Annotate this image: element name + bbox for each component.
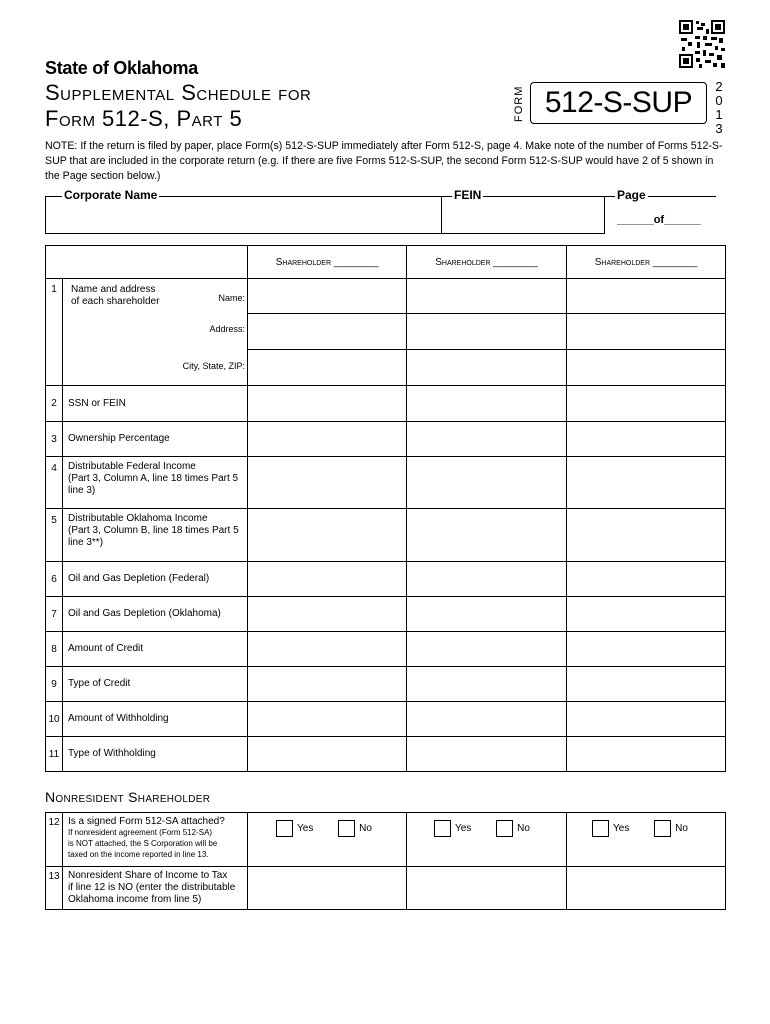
shareholder-table [45, 245, 726, 772]
city-input-1[interactable] [248, 350, 407, 386]
yes-no-group-2 [407, 813, 567, 867]
row-label: SSN or FEIN [63, 386, 248, 422]
row-input[interactable] [407, 632, 567, 667]
name-input-1[interactable] [248, 279, 407, 314]
page-label: Page [617, 188, 646, 202]
name-input-2[interactable] [407, 279, 567, 314]
row-input[interactable] [407, 509, 567, 562]
row-number: 7 [46, 597, 63, 632]
form-word: FORM [513, 85, 525, 122]
yes-label: Yes [455, 823, 472, 834]
city-input-3[interactable] [567, 350, 726, 386]
table-row [46, 457, 726, 509]
table-row [46, 562, 726, 597]
row-number: 13 [46, 867, 63, 910]
form-year: 2 0 1 3 [715, 79, 723, 136]
row-input[interactable] [248, 632, 407, 667]
row-input[interactable] [407, 597, 567, 632]
row-label: Ownership Percentage [63, 422, 248, 457]
row-input[interactable] [567, 702, 726, 737]
filing-note: NOTE: If the return is filed by paper, place Form(s) 512-S-SUP immediately after Form 512-S, page 4. Make note of the number of Forms 512-S-SUP that are included in the corporate return (e.g. If there are five Forms 512-S-SUP, the second Form 512-S-SUP would have 2 of 5 shown in the Page section below.) [45, 140, 723, 182]
row-input[interactable] [567, 597, 726, 632]
row-number: 9 [46, 667, 63, 702]
row-number: 11 [46, 737, 63, 772]
row-input[interactable] [248, 597, 407, 632]
row-label: Oil and Gas Depletion (Oklahoma) [63, 597, 248, 632]
table-row [46, 702, 726, 737]
row-input[interactable] [248, 562, 407, 597]
table-row [46, 737, 726, 772]
row-label: Distributable Oklahoma Income (Part 3, Column B, line 18 times Part 5 line 3**) [63, 509, 248, 562]
table-row [46, 422, 726, 457]
row-input[interactable] [248, 422, 407, 457]
row-number: 3 [46, 422, 63, 457]
row-input[interactable] [567, 562, 726, 597]
row-number: 6 [46, 562, 63, 597]
state-title: State of Oklahoma [45, 58, 198, 78]
yes-label: Yes [613, 823, 630, 834]
yes-label: Yes [297, 823, 314, 834]
row-number: 12 [46, 813, 63, 867]
table-row [46, 386, 726, 422]
row-input[interactable] [248, 737, 407, 772]
row-input[interactable] [567, 509, 726, 562]
yes-no-group-1 [248, 813, 407, 867]
table-row [46, 597, 726, 632]
city-input-2[interactable] [407, 350, 567, 386]
no-label: No [517, 823, 530, 834]
city-state-zip-label: City, State, ZIP: [182, 361, 245, 371]
row-input[interactable] [248, 702, 407, 737]
form-title-line2: Form 512-S, Part 5 [45, 106, 243, 131]
shareholder-header-1: Shareholder ________ [248, 246, 407, 279]
row-input[interactable] [407, 737, 567, 772]
row-input[interactable] [248, 457, 407, 509]
row-number: 4 [46, 457, 63, 509]
row-number: 2 [46, 386, 63, 422]
row-input[interactable] [407, 422, 567, 457]
yes-no-group-3 [567, 813, 726, 867]
address-input-2[interactable] [407, 314, 567, 350]
yes-checkbox-3[interactable] [592, 820, 609, 837]
address-input-3[interactable] [567, 314, 726, 350]
shareholder-header-3: Shareholder ________ [567, 246, 726, 279]
corporate-name-label: Corporate Name [64, 188, 158, 202]
row-input[interactable] [407, 667, 567, 702]
name-input-3[interactable] [567, 279, 726, 314]
row-label: Amount of Withholding [63, 702, 248, 737]
row-input[interactable] [248, 667, 407, 702]
row-number: 5 [46, 509, 63, 562]
row-input[interactable] [567, 737, 726, 772]
no-checkbox-3[interactable] [654, 820, 671, 837]
table-row [46, 813, 726, 867]
row-label: Type of Withholding [63, 737, 248, 772]
row-input[interactable] [567, 457, 726, 509]
row-input[interactable] [407, 457, 567, 509]
page-of: ______of______ [617, 214, 701, 226]
no-checkbox-2[interactable] [496, 820, 513, 837]
row13-input-1[interactable] [248, 867, 407, 910]
no-label: No [675, 823, 688, 834]
fein-label: FEIN [454, 188, 482, 202]
qr-code [679, 20, 725, 68]
row-number: 8 [46, 632, 63, 667]
page-field[interactable] [604, 188, 716, 233]
row-label: Amount of Credit [63, 632, 248, 667]
no-checkbox-1[interactable] [338, 820, 355, 837]
fein-field[interactable] [441, 188, 605, 234]
name-label: Name: [218, 293, 245, 303]
row-input[interactable] [407, 562, 567, 597]
table-row [46, 509, 726, 562]
row-input[interactable] [407, 702, 567, 737]
table-header-row [46, 246, 726, 279]
row-input[interactable] [407, 386, 567, 422]
form-number: 512-S-SUP [530, 82, 707, 124]
form-title-line1: Supplemental Schedule for [45, 80, 312, 105]
row-label: Distributable Federal Income (Part 3, Column A, line 18 times Part 5 line 3) [63, 457, 248, 509]
nonresident-table [45, 812, 726, 910]
row1-label-cell [63, 279, 248, 386]
address-input-1[interactable] [248, 314, 407, 350]
table-row [46, 632, 726, 667]
row-number: 10 [46, 702, 63, 737]
row13-input-2[interactable] [407, 867, 567, 910]
yes-checkbox-1[interactable] [276, 820, 293, 837]
row-input[interactable] [248, 386, 407, 422]
table-row [46, 867, 726, 910]
row-input[interactable] [248, 509, 407, 562]
no-label: No [359, 823, 372, 834]
row12-label: Is a signed Form 512-SA attached? If nonresident agreement (Form 512-SA) is NOT attached, the S Corporation will be taxed on the income reported in line 13. [63, 813, 248, 867]
row-number: 1 [46, 279, 63, 386]
table-row [46, 667, 726, 702]
row1-label: Name and address of each shareholder [71, 284, 160, 307]
form-title [45, 80, 311, 132]
address-label: Address: [209, 324, 245, 334]
row13-label: Nonresident Share of Income to Tax if line 12 is NO (enter the distributable Oklahoma income from line 5) [63, 867, 248, 910]
shareholder-header-2: Shareholder ________ [407, 246, 567, 279]
row-input[interactable] [567, 632, 726, 667]
row-label: Oil and Gas Depletion (Federal) [63, 562, 248, 597]
table-row [46, 279, 726, 314]
row-input[interactable] [567, 667, 726, 702]
corporate-name-field[interactable] [45, 188, 442, 234]
yes-checkbox-2[interactable] [434, 820, 451, 837]
row-label: Type of Credit [63, 667, 248, 702]
row-input[interactable] [567, 422, 726, 457]
nonresident-title: Nonresident Shareholder [45, 789, 211, 805]
row13-input-3[interactable] [567, 867, 726, 910]
row-input[interactable] [567, 386, 726, 422]
